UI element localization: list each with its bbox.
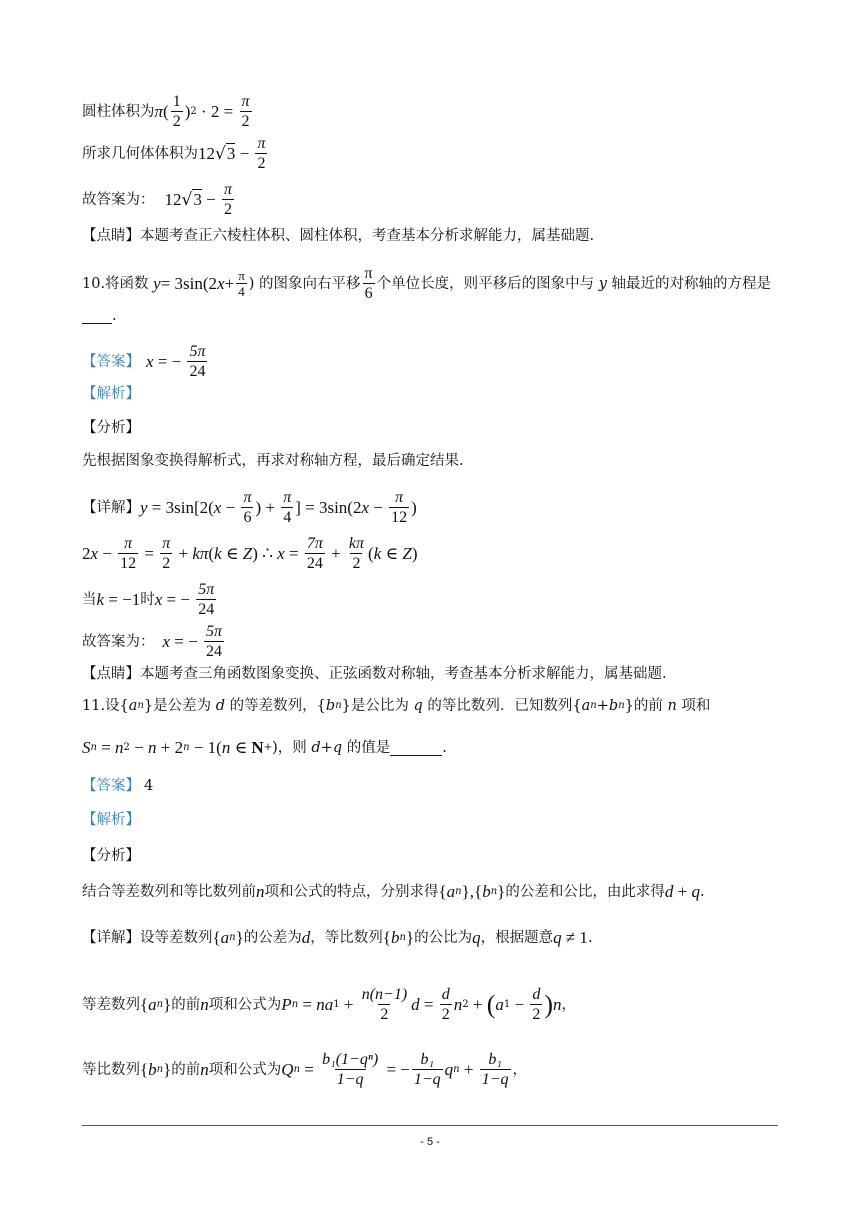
radicand: 3 bbox=[226, 144, 236, 163]
math-span: b bbox=[482, 882, 491, 901]
section-tag: 【点睛】 bbox=[82, 666, 140, 682]
text-span: 项和公式的特点，分别求得 bbox=[264, 884, 439, 900]
math-span: = −1 bbox=[104, 589, 141, 609]
math-span: d bbox=[311, 740, 321, 756]
math-span: + bbox=[339, 994, 358, 1014]
math-span: d bbox=[411, 994, 420, 1014]
math-span: + bbox=[174, 543, 193, 563]
text-span: ，根据题意 bbox=[480, 930, 554, 946]
text-span: 故答案为： bbox=[82, 191, 155, 208]
text-span: + bbox=[320, 740, 333, 756]
math-span: − bbox=[129, 738, 149, 757]
text-span: 的公比为 bbox=[414, 930, 473, 946]
math-span: a bbox=[495, 994, 504, 1014]
math-span: Q bbox=[281, 1059, 294, 1079]
sqrt-icon: √ bbox=[181, 189, 193, 210]
text-span: . bbox=[112, 308, 117, 324]
math-span: y bbox=[153, 273, 161, 293]
math-span: = bbox=[298, 994, 317, 1014]
text-span: 的前 bbox=[171, 1061, 201, 1078]
math-span: ∈ bbox=[230, 738, 252, 757]
fraction bbox=[187, 342, 207, 381]
text-span: 所求几何体体积为 bbox=[82, 145, 198, 162]
fraction bbox=[281, 488, 293, 527]
answer-tag: 【答案】 bbox=[82, 353, 140, 370]
math-span: ] = 3sin(2 bbox=[295, 497, 362, 517]
fenxi-11 bbox=[82, 846, 140, 866]
numerator: π bbox=[283, 489, 292, 506]
math-span: } bbox=[461, 882, 470, 901]
math-span: = 3sin[2( bbox=[147, 497, 214, 517]
math-span: ( bbox=[163, 101, 169, 121]
math-span: } bbox=[405, 928, 415, 947]
math-span: − 1( bbox=[189, 738, 222, 757]
section-tag: 【分析】 bbox=[82, 420, 140, 436]
denominator: 4 bbox=[238, 284, 245, 299]
text-span: 项和公式为 bbox=[208, 996, 282, 1013]
footer-rule bbox=[82, 1125, 778, 1126]
math-span: n bbox=[200, 1059, 209, 1079]
numerator: 7π bbox=[306, 535, 323, 552]
math-span: ≠ 1 bbox=[561, 928, 588, 947]
denominator: 1−q bbox=[336, 1071, 364, 1088]
math-span: a bbox=[148, 994, 157, 1014]
math-span: = bbox=[140, 543, 159, 563]
math-span: k bbox=[96, 589, 105, 609]
denominator: 6 bbox=[364, 285, 373, 302]
numerator: π bbox=[162, 535, 171, 552]
math-span: { bbox=[474, 882, 483, 901]
fraction bbox=[236, 268, 247, 299]
denominator: 2 bbox=[441, 1006, 450, 1023]
math-span: 2 bbox=[82, 543, 91, 563]
math-span: = bbox=[284, 543, 303, 563]
analysis-tag: 【解析】 bbox=[82, 386, 140, 402]
text-span: 先根据图象变换得解析式，再求对称轴方程，最后确定结果. bbox=[82, 453, 464, 469]
numerator: 5π bbox=[205, 623, 222, 640]
math-span: 12 bbox=[164, 189, 182, 209]
xiangjie-10-line-4 bbox=[82, 622, 226, 661]
math-span: } bbox=[163, 994, 172, 1014]
text-span: 项和公式为 bbox=[208, 1061, 282, 1078]
math-span: + bbox=[468, 994, 487, 1014]
math-span: = − bbox=[382, 1059, 410, 1079]
math-span: { bbox=[140, 1059, 149, 1079]
text-span: ) 的图象向右平移 bbox=[248, 275, 361, 292]
math-span: − bbox=[510, 994, 529, 1014]
text-span: ， bbox=[512, 1061, 528, 1078]
math-span: − bbox=[369, 497, 388, 517]
numerator: π bbox=[243, 489, 252, 506]
math-span: d bbox=[664, 882, 674, 901]
fraction bbox=[347, 534, 366, 573]
math-span: = − bbox=[162, 589, 195, 609]
math-span: x bbox=[154, 589, 163, 609]
denominator: 4 bbox=[283, 509, 292, 526]
sqrt-icon: √ bbox=[215, 143, 226, 164]
denominator: 2 bbox=[223, 201, 232, 218]
fenxi-10-text bbox=[82, 451, 464, 471]
text-span: 的公差为 bbox=[243, 930, 302, 946]
math-span: = bbox=[419, 994, 438, 1014]
text-span: 结合等差数列和等比数列前 bbox=[82, 884, 256, 900]
text-span: 的等比数列．已知数列{ bbox=[422, 698, 582, 714]
numerator: b₁ bbox=[420, 1051, 435, 1068]
math-span: } bbox=[497, 882, 506, 901]
denominator: 12 bbox=[120, 555, 137, 572]
math-span: − bbox=[221, 497, 240, 517]
math-span: ) bbox=[544, 989, 554, 1019]
math-span: ( bbox=[486, 989, 496, 1019]
text-span: . bbox=[699, 884, 705, 900]
math-span: b bbox=[148, 1059, 157, 1079]
xiangjie-10-line-2 bbox=[82, 534, 418, 573]
page-number: - 5 - bbox=[420, 1136, 440, 1148]
math-span: n bbox=[453, 994, 463, 1014]
fraction bbox=[241, 488, 253, 527]
text-span: 的前 bbox=[171, 996, 201, 1013]
math-span: na bbox=[316, 994, 334, 1014]
text-span: 当 bbox=[82, 591, 97, 608]
math-span: Z bbox=[402, 543, 412, 563]
text-span: 的值是 bbox=[342, 740, 391, 756]
math-span: π bbox=[154, 101, 164, 121]
denominator: 24 bbox=[205, 643, 222, 660]
math-span: − bbox=[98, 543, 117, 563]
text-span: 项和 bbox=[676, 698, 711, 714]
answer-line-9 bbox=[82, 180, 236, 219]
denominator: 1−q bbox=[481, 1071, 509, 1088]
denominator: 2 bbox=[172, 113, 181, 130]
fenxi-11-text: 结合等差数列和等比数列前 n 项和公式的特点，分别求得 { a n } , { b n } 的公差和公比，由此求得 d + q . bbox=[82, 882, 705, 901]
math-span: b bbox=[390, 928, 400, 947]
math-span: − bbox=[201, 189, 220, 209]
numerator: b₁(1−qⁿ) bbox=[322, 1051, 379, 1068]
section-tag: 【点睛】 bbox=[82, 228, 140, 244]
numerator: d bbox=[441, 986, 450, 1003]
math-span: k bbox=[373, 543, 382, 563]
denominator: 2 bbox=[352, 555, 361, 572]
text-span: }的前 bbox=[624, 698, 668, 714]
math-span: P bbox=[281, 994, 292, 1014]
numerator: n(n−1) bbox=[361, 986, 408, 1003]
math-span: { bbox=[212, 928, 221, 947]
denominator: 2 bbox=[241, 113, 250, 130]
numerator: π bbox=[238, 268, 245, 283]
math-span: x bbox=[361, 497, 370, 517]
math-span: } bbox=[163, 1059, 172, 1079]
jiexi-10 bbox=[82, 384, 140, 404]
text-span: 轴最近的对称轴的方程是 bbox=[606, 275, 772, 292]
fraction bbox=[412, 1050, 443, 1089]
fraction bbox=[118, 534, 138, 573]
numerator: 5π bbox=[189, 343, 206, 360]
math-span: q bbox=[413, 698, 423, 714]
text-span: 11.设{ bbox=[82, 698, 129, 714]
text-span: 的公差和公比，由此求得 bbox=[505, 884, 665, 900]
numerator: b₁ bbox=[488, 1051, 502, 1068]
denominator: 24 bbox=[306, 555, 323, 572]
math-span: 12 bbox=[198, 143, 215, 163]
numerator: π bbox=[364, 265, 373, 282]
text-span: 本题考查三角函数图象变换、正弦函数对称轴，考查基本分析求解能力，属基础题. bbox=[140, 666, 667, 682]
denominator: 24 bbox=[189, 363, 206, 380]
text-span: 10.将函数 bbox=[82, 275, 154, 292]
denominator: 2 bbox=[162, 555, 171, 572]
denominator: 6 bbox=[243, 509, 252, 526]
math-span: b bbox=[325, 698, 336, 714]
text-span: . bbox=[587, 930, 593, 946]
math-span: } bbox=[235, 928, 244, 947]
math-span: x bbox=[217, 273, 225, 293]
xiangjie-11-line-2: 等差数列 { a n } 的前 n 项和公式为 P n = na 1 + $\frac{n(n-1)}{2}$ d = $\frac{d}{2}$ n 2 + ( a 1 − $\frac{d}{2}$ ) n ， bbox=[82, 986, 577, 1023]
math-span: n bbox=[553, 994, 562, 1014]
math-span: ∈ bbox=[221, 543, 243, 563]
math-span: a bbox=[581, 698, 591, 714]
text-span: 圆柱体积为 bbox=[82, 103, 155, 120]
math-span: x bbox=[162, 631, 171, 651]
cylinder-volume-line: 圆柱体积为 π ( $\frac{1}{2}$ ) 2 · 2 = $\frac{\pi}{2}$ bbox=[82, 93, 250, 130]
text-span: }是公比为 bbox=[341, 698, 414, 714]
text-span: 等差数列 bbox=[82, 996, 140, 1013]
text-span: ， bbox=[561, 996, 577, 1013]
math-span: = bbox=[300, 1059, 319, 1079]
fraction bbox=[480, 1050, 511, 1089]
math-span: · 2 = bbox=[196, 101, 238, 121]
math-span: a bbox=[446, 882, 456, 901]
fraction bbox=[440, 985, 452, 1024]
math-span: x bbox=[90, 543, 99, 563]
math-span: q bbox=[691, 882, 700, 901]
math-span: Z bbox=[242, 543, 253, 563]
text-span: 本题考查正六棱柱体积、圆柱体积，考查基本分析求解能力，属基础题. bbox=[140, 228, 595, 244]
text-span: )，则 bbox=[272, 740, 312, 756]
math-span: y bbox=[140, 497, 148, 517]
answer-11 bbox=[82, 776, 153, 796]
section-tag: 【详解】 bbox=[82, 499, 140, 516]
text-span: ，等比数列 bbox=[310, 930, 383, 946]
fraction bbox=[204, 622, 224, 661]
numerator: π bbox=[124, 535, 133, 552]
numerator: π bbox=[241, 93, 250, 110]
text-span: 的等差数列，{ bbox=[225, 698, 326, 714]
math-span: x bbox=[277, 543, 285, 563]
numerator: π bbox=[257, 135, 266, 152]
math-span: n bbox=[221, 738, 231, 757]
math-span: ) bbox=[411, 543, 418, 563]
math-span: n bbox=[200, 994, 209, 1014]
math-span: S bbox=[82, 738, 91, 757]
fraction bbox=[320, 1050, 380, 1089]
text-span: 时 bbox=[140, 591, 155, 608]
question-10 bbox=[82, 264, 771, 303]
text-span: 设等差数列 bbox=[140, 930, 213, 946]
fraction bbox=[240, 92, 252, 131]
math-span: { bbox=[382, 928, 391, 947]
math-span: ) bbox=[411, 497, 417, 517]
numerator: kπ bbox=[348, 535, 365, 552]
numerator: π bbox=[395, 489, 404, 506]
answer-tag: 【答案】 bbox=[82, 778, 140, 794]
math-span: kπ bbox=[192, 543, 209, 563]
math-span: x bbox=[146, 351, 154, 371]
math-span: ) bbox=[184, 101, 191, 121]
math-span: d bbox=[215, 698, 226, 714]
answer-blank bbox=[82, 309, 112, 324]
math-span: = bbox=[96, 738, 116, 757]
radicand: 3 bbox=[193, 190, 202, 209]
math-span: + bbox=[673, 882, 692, 901]
fenxi-10 bbox=[82, 418, 140, 438]
math-span: a bbox=[220, 928, 230, 947]
numerator: π bbox=[223, 181, 232, 198]
math-span: = 3sin(2 bbox=[160, 273, 218, 293]
math-span: + bbox=[326, 543, 345, 563]
numerator: 1 bbox=[172, 93, 181, 110]
jiexi-11 bbox=[82, 810, 140, 830]
text-span: }是公差为 bbox=[143, 698, 216, 714]
math-span: n bbox=[667, 698, 677, 714]
analysis-tag: 【解析】 bbox=[82, 812, 140, 828]
denominator: 12 bbox=[391, 509, 408, 526]
fraction bbox=[360, 985, 409, 1024]
xiangjie-11-line-3: 等比数列 { b n } 的前 n 项和公式为 Q n = $\frac{\text{b₁(1−qⁿ)}}{1-q}$ = − $\frac{\text{b₁}}{1-q}$ q n + $\frac{\text{b₁}}{1-q}$ ， bbox=[82, 1051, 528, 1088]
fraction bbox=[222, 180, 234, 219]
math-span: n bbox=[115, 738, 124, 757]
math-span: k bbox=[214, 543, 222, 563]
denominator: 2 bbox=[380, 1006, 389, 1023]
math-span: q bbox=[553, 928, 562, 947]
math-span: x bbox=[213, 497, 222, 517]
math-span: ) + bbox=[255, 497, 280, 517]
fraction bbox=[255, 134, 267, 173]
denominator: 24 bbox=[198, 601, 215, 618]
question-11-line-2: S n = n 2 − n + 2 n − 1( n ∈ N + )，则 d + q 的值是 . bbox=[82, 738, 447, 757]
fraction bbox=[196, 580, 216, 619]
math-span: ∈ bbox=[381, 543, 403, 563]
text-span: 个单位长度，则平移后的图象中与 bbox=[376, 275, 599, 292]
math-span: − bbox=[235, 143, 254, 163]
dianjing-10 bbox=[82, 664, 667, 684]
math-span: N bbox=[251, 738, 264, 757]
math-span: + bbox=[459, 1059, 478, 1079]
fraction bbox=[305, 534, 325, 573]
fraction bbox=[160, 534, 172, 573]
math-span: = − bbox=[153, 351, 186, 371]
question-10-blank-line bbox=[82, 306, 117, 326]
text-span: . bbox=[442, 740, 447, 756]
math-span: ) ∴ bbox=[252, 543, 278, 563]
numerator: d bbox=[532, 986, 541, 1003]
numerator: 5π bbox=[198, 581, 215, 598]
math-span: y bbox=[598, 275, 607, 292]
math-span: n bbox=[148, 738, 157, 757]
denominator: 2 bbox=[532, 1006, 541, 1023]
question-11: 11.设{ a n }是公差为 d 的等差数列，{ b n }是公比为 q 的等比数列．已知数列{ a n + b n }的前 n 项和 bbox=[82, 698, 711, 714]
fraction bbox=[363, 264, 375, 303]
math-span: q bbox=[444, 1059, 454, 1079]
math-span: + 2 bbox=[156, 738, 184, 757]
denominator: 2 bbox=[257, 155, 266, 172]
math-span: ( bbox=[368, 543, 374, 563]
total-volume-line bbox=[82, 134, 269, 173]
answer-10 bbox=[82, 342, 210, 381]
math-span: , bbox=[469, 882, 475, 901]
math-span: q bbox=[472, 928, 481, 947]
math-span: d bbox=[301, 928, 311, 947]
math-span: b bbox=[608, 698, 619, 714]
fraction bbox=[171, 92, 183, 131]
math-span: q bbox=[332, 740, 343, 756]
dianjing-9 bbox=[82, 226, 594, 246]
xiangjie-10-line-3 bbox=[82, 580, 218, 619]
math-span: a bbox=[128, 698, 138, 714]
answer-value: 4 bbox=[144, 778, 154, 794]
text-span: 故答案为： bbox=[82, 633, 155, 650]
math-span: { bbox=[438, 882, 447, 901]
section-tag: 【详解】 bbox=[82, 930, 140, 946]
math-span: { bbox=[140, 994, 149, 1014]
fraction bbox=[530, 985, 542, 1024]
fraction bbox=[389, 488, 409, 527]
text-span: + bbox=[596, 698, 609, 714]
xiangjie-10-line-1 bbox=[82, 488, 417, 527]
math-span: + bbox=[224, 273, 235, 293]
xiangjie-11-line-1: 【详解】 设等差数列 { a n } 的公差为 d ，等比数列 { b n } 的公比为 q ，根据题意 q ≠ 1 . bbox=[82, 928, 593, 947]
math-span: ( bbox=[208, 543, 215, 563]
text-span: 等比数列 bbox=[82, 1061, 140, 1078]
math-span: = − bbox=[170, 631, 202, 651]
denominator: 1−q bbox=[413, 1071, 441, 1088]
answer-blank bbox=[390, 741, 442, 756]
section-tag: 【分析】 bbox=[82, 848, 140, 864]
math-span: n bbox=[256, 882, 265, 901]
